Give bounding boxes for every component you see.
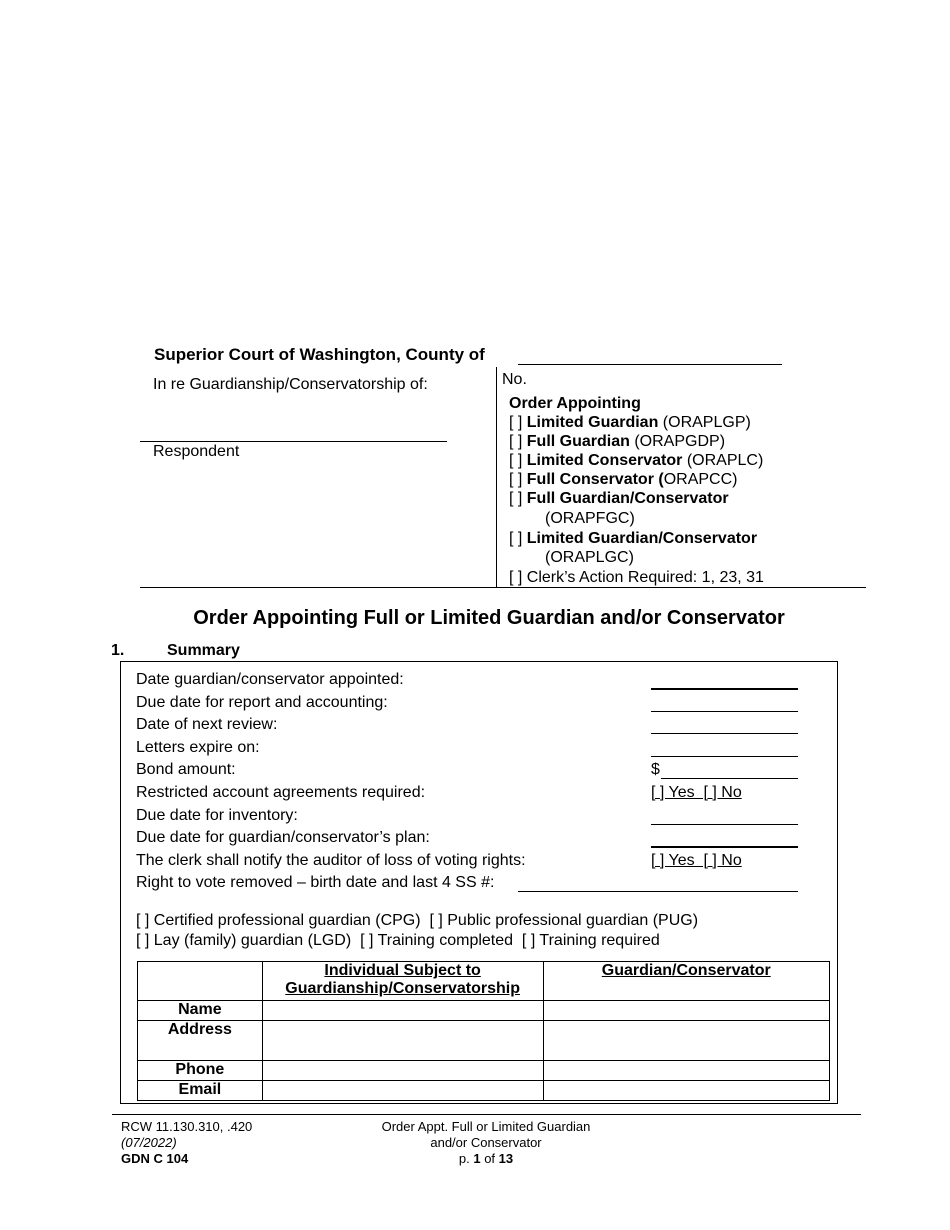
header-guardian: Guardian/Conservator: [543, 962, 830, 1001]
summary-row-plan: Due date for guardian/conservator’s plan:: [136, 829, 430, 846]
guardian-phone-cell[interactable]: [543, 1061, 830, 1081]
guardian-type-line-1[interactable]: [ ] Certified professional guardian (CPG) [ ] Public professional guardian (PUG): [136, 912, 699, 929]
option-limited-guardian-conservator[interactable]: [ ] Limited Guardian/Conservator: [509, 530, 758, 547]
option-full-conservator[interactable]: [ ] Full Conservator (ORAPCC): [509, 471, 738, 488]
order-appointing-heading: Order Appointing: [509, 395, 641, 412]
summary-row-vote-removed: Right to vote removed – birth date and last 4 SS #:: [136, 874, 495, 891]
individual-name-cell[interactable]: [262, 1001, 543, 1021]
letters-expire-field[interactable]: [651, 756, 798, 757]
vote-removed-field[interactable]: [518, 891, 798, 892]
individual-email-cell[interactable]: [262, 1081, 543, 1101]
case-no-label: No.: [502, 371, 527, 388]
option-full-guardian[interactable]: [ ] Full Guardian (ORAPGDP): [509, 433, 726, 450]
section-number: 1.: [111, 642, 125, 659]
footer-form-number: GDN C 104: [121, 1151, 189, 1166]
bond-amount-field[interactable]: [661, 778, 798, 779]
option-full-guardian-conservator[interactable]: [ ] Full Guardian/Conservator: [509, 490, 729, 507]
footer-page-number: p. 1 of 13: [458, 1151, 514, 1166]
option-full-guardian-conservator-code: (ORAPFGC): [545, 510, 635, 527]
summary-row-report-due: Due date for report and accounting:: [136, 694, 388, 711]
guardian-address-cell[interactable]: [543, 1021, 830, 1061]
guardian-type-line-2[interactable]: [ ] Lay (family) guardian (LGD) [ ] Training completed [ ] Training required: [136, 932, 660, 949]
header-individual-line1: Individual Subject to: [324, 962, 481, 979]
voting-rights-yes-no[interactable]: [ ] Yes [ ] No: [651, 852, 742, 869]
plan-due-field[interactable]: [651, 846, 798, 848]
individual-address-cell[interactable]: [262, 1021, 543, 1061]
in-re-label: In re Guardianship/Conservatorship of:: [153, 376, 428, 393]
caption-bottom-rule: [140, 587, 866, 588]
footer-center-line1: Order Appt. Full or Limited Guardian: [381, 1119, 591, 1134]
report-due-field[interactable]: [651, 711, 798, 712]
document-title: Order Appointing Full or Limited Guardian and/or Conservator: [193, 607, 785, 629]
court-title: Superior Court of Washington, County of: [154, 345, 485, 364]
header-individual-line2: Guardianship/Conservatorship: [285, 980, 520, 997]
summary-row-date-appointed: Date guardian/conservator appointed:: [136, 671, 404, 688]
summary-row-voting-rights: The clerk shall notify the auditor of loss of voting rights:: [136, 852, 526, 869]
restricted-account-yes-no[interactable]: [ ] Yes [ ] No: [651, 784, 742, 801]
footer-center-line2: and/or Conservator: [430, 1135, 542, 1150]
inventory-due-field[interactable]: [651, 824, 798, 825]
option-limited-guardian-conservator-code: (ORAPLGC): [545, 549, 634, 566]
row-label-phone: Phone: [138, 1061, 263, 1081]
next-review-field[interactable]: [651, 733, 798, 734]
row-label-email: Email: [138, 1081, 263, 1101]
individual-phone-cell[interactable]: [262, 1061, 543, 1081]
option-limited-conservator[interactable]: [ ] Limited Conservator (ORAPLC): [509, 452, 764, 469]
guardian-name-cell[interactable]: [543, 1001, 830, 1021]
dollar-sign: $: [651, 761, 660, 778]
row-label-address: Address: [138, 1021, 263, 1061]
parties-table: [137, 961, 830, 1101]
summary-row-inventory: Due date for inventory:: [136, 807, 298, 824]
guardian-email-cell[interactable]: [543, 1081, 830, 1101]
table-corner: [138, 962, 263, 1001]
footer-rcw: RCW 11.130.310, .420: [121, 1119, 253, 1134]
county-blank[interactable]: [518, 364, 782, 365]
summary-row-restricted-account: Restricted account agreements required:: [136, 784, 426, 801]
row-label-name: Name: [138, 1001, 263, 1021]
option-limited-guardian[interactable]: [ ] Limited Guardian (ORAPLGP): [509, 414, 751, 431]
respondent-label: Respondent: [153, 443, 240, 460]
date-appointed-field[interactable]: [651, 688, 798, 690]
clerk-action-checkbox[interactable]: [ ] Clerk’s Action Required: 1, 23, 31: [509, 569, 764, 586]
summary-row-next-review: Date of next review:: [136, 716, 278, 733]
header-individual: [262, 962, 543, 1001]
footer-rule: [112, 1114, 861, 1115]
summary-row-bond: Bond amount:: [136, 761, 236, 778]
summary-row-letters-expire: Letters expire on:: [136, 739, 260, 756]
respondent-name-blank[interactable]: [140, 441, 447, 442]
footer-date: (07/2022): [121, 1135, 177, 1150]
caption-divider: [496, 367, 497, 587]
section-heading: Summary: [167, 642, 240, 659]
